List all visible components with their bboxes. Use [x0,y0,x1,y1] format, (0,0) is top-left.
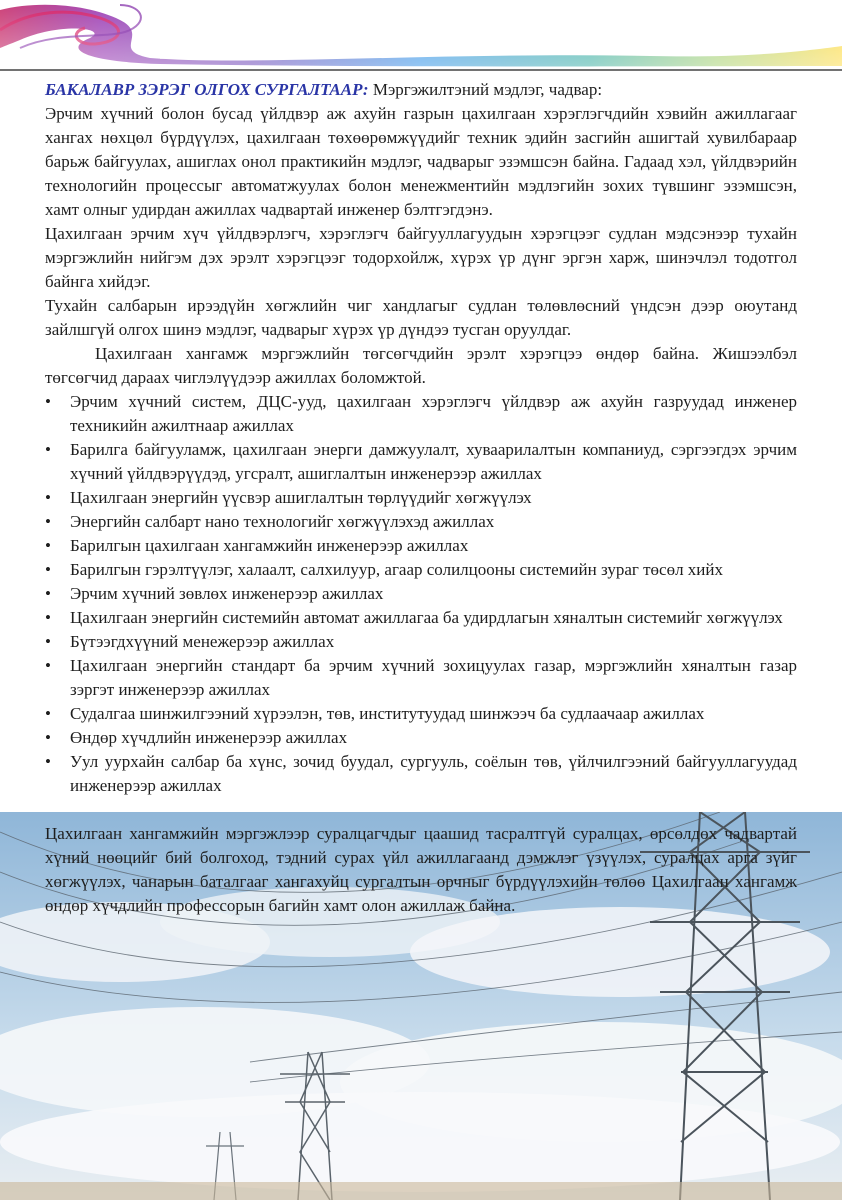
list-item [45,582,797,606]
paragraph: Эрчим хүчний болон бусад үйлдвэр аж ахуйн газрын цахилгаан хэрэглэгчдийн хэвийн ажиллагааг хангах нөхцөл бүрдүүлэх, цахилгаан төхөөрөмжүүдийг техник эдийн засгийн ашигтай хувилбараар барьж байгуулах, ашиглах онол практикийн мэдлэг, чадварыг эзэмшсэн байна. Гадаад хэл, үйлдвэрийн технологийн процессыг автоматжуулах болон менежментийн мэдлэгийн зохих түвшинг эзэмшсэн, хамт олныг удирдан ажиллах чадвартай инженер бэлтгэгдэнэ. [45,104,797,219]
bullet-icon: • [45,560,51,579]
bullet-icon: • [45,440,51,459]
bullet-icon: • [45,752,51,771]
main-content [45,78,797,918]
paragraph: Цахилгаан хангамж мэргэжлийн төгсөгчдийн эрэлт хэрэгцээ өндөр байна. Жишээлбэл төгсөгчид дараах чиглэлүүдээр ажиллах боломжтой. [45,344,797,387]
list-item [45,750,797,798]
paragraph: Тухайн салбарын ирээдүйн хөгжлийн чиг хандлагыг судлан төлөвлөсний үндсэн дээр оюутанд зайлшгүй олгох шинэ мэдлэг, чадварыг хүрэх үр дүндээ тусган оруулдаг. [45,296,797,339]
closing-paragraph: Цахилгаан хангамжийн мэргэжлээр суралцагчдыг цаашид тасралтгүй суралцах, өрсөлдөх чадвартай хүний нөөцийг бий болгоход, тэдний сурах үйл ажиллагаанд дэмжлэг үзүүлэх, суралцах арга зүйг хөгжүүлэх, чанарын баталгааг хангахуйц сургалтын орчныг бүрдүүлэхийн төлөө Цахилгаан хангамж өндөр хүчдлийн профессорын багийн хамт олон ажиллаж байна. [45,824,797,915]
list-item [45,510,797,534]
career-list [45,390,797,798]
bullet-icon: • [45,728,51,747]
list-item-text: Барилга байгууламж, цахилгаан энерги дамжуулалт, хуваарилалтын компаниуд, сэргээгдэх эрчим хүчний үйлдвэрүүдэд, угсралт, ашиглалтын инженерээр ажиллах [70,440,797,483]
list-item [45,630,797,654]
bullet-icon: • [45,536,51,555]
bullet-icon: • [45,656,51,675]
list-item-text: Цахилгаан энергийн стандарт ба эрчим хүчний зохицуулах газар, мэргэжлийн хяналтын газар зэргэт инженерээр ажиллах [70,656,797,699]
spacer [45,798,797,822]
list-item-text: Өндөр хүчдлийн инженерээр ажиллах [70,728,348,747]
bullet-icon: • [45,704,51,723]
bullet-icon: • [45,512,51,531]
list-item-text: Барилгын гэрэлтүүлэг, халаалт, салхилуур, агаар солилцооны системийн зураг төсөл хийх [70,560,724,579]
list-item [45,438,797,486]
list-item [45,702,797,726]
bullet-icon: • [45,608,51,627]
swirl-banner-icon [0,0,842,75]
list-item-text: Цахилгаан энергийн үүсвэр ашиглалтын төрлүүдийг хөгжүүлэх [70,488,532,507]
list-item-text: Эрчим хүчний систем, ДЦС-ууд, цахилгаан хэрэглэгч үйлдвэр аж ахуйн газруудад инженер техникийн ажилтнаар ажиллах [70,392,797,435]
heading-rest: Мэргэжилтэний мэдлэг, чадвар: [368,80,603,99]
list-item [45,390,797,438]
list-item [45,606,797,630]
list-item [45,534,797,558]
intro-heading [45,78,797,102]
bullet-icon: • [45,584,51,603]
list-item-text: Бүтээгдхүүний менежерээр ажиллах [70,632,335,651]
list-item-text: Уул уурхайн салбар ба хүнс, зочид буудал, сургууль, соёлын төв, үйлчилгээний байгууллагуудад инженерээр ажиллах [70,752,797,795]
paragraph: Цахилгаан эрчим хүч үйлдвэрлэгч, хэрэглэгч байгууллагуудын хэрэгцээг судлан мэдсэнээр тухайн мэргэжлийн нийгэм дэх эрэлт хэрэгцээг тодорхойлж, хүрэх үр дүнг эргэн харж, шинэчлэл тодотгол байнга хийдэг. [45,224,797,291]
bullet-icon: • [45,632,51,651]
list-item-text: Энергийн салбарт нано технологийг хөгжүүлэхэд ажиллах [70,512,495,531]
list-item-text: Эрчим хүчний зөвлөх инженерээр ажиллах [70,584,384,603]
bullet-icon: • [45,488,51,507]
list-item [45,654,797,702]
heading-lead: БАКАЛАВР ЗЭРЭГ ОЛГОХ СУРГАЛТААР: [45,80,369,99]
bullet-icon: • [45,392,51,411]
list-item [45,726,797,750]
list-item-text: Судалгаа шинжилгээний хүрээлэн, төв, институтуудад шинжээч ба судлаачаар ажиллах [70,704,705,723]
list-item-text: Барилгын цахилгаан хангамжийн инженерээр ажиллах [70,536,469,555]
list-item [45,486,797,510]
list-item [45,558,797,582]
header-banner [0,0,842,75]
list-item-text: Цахилгаан энергийн системийн автомат ажиллагаа ба удирдлагын хяналтын системийг хөгжүүлэх [70,608,783,627]
